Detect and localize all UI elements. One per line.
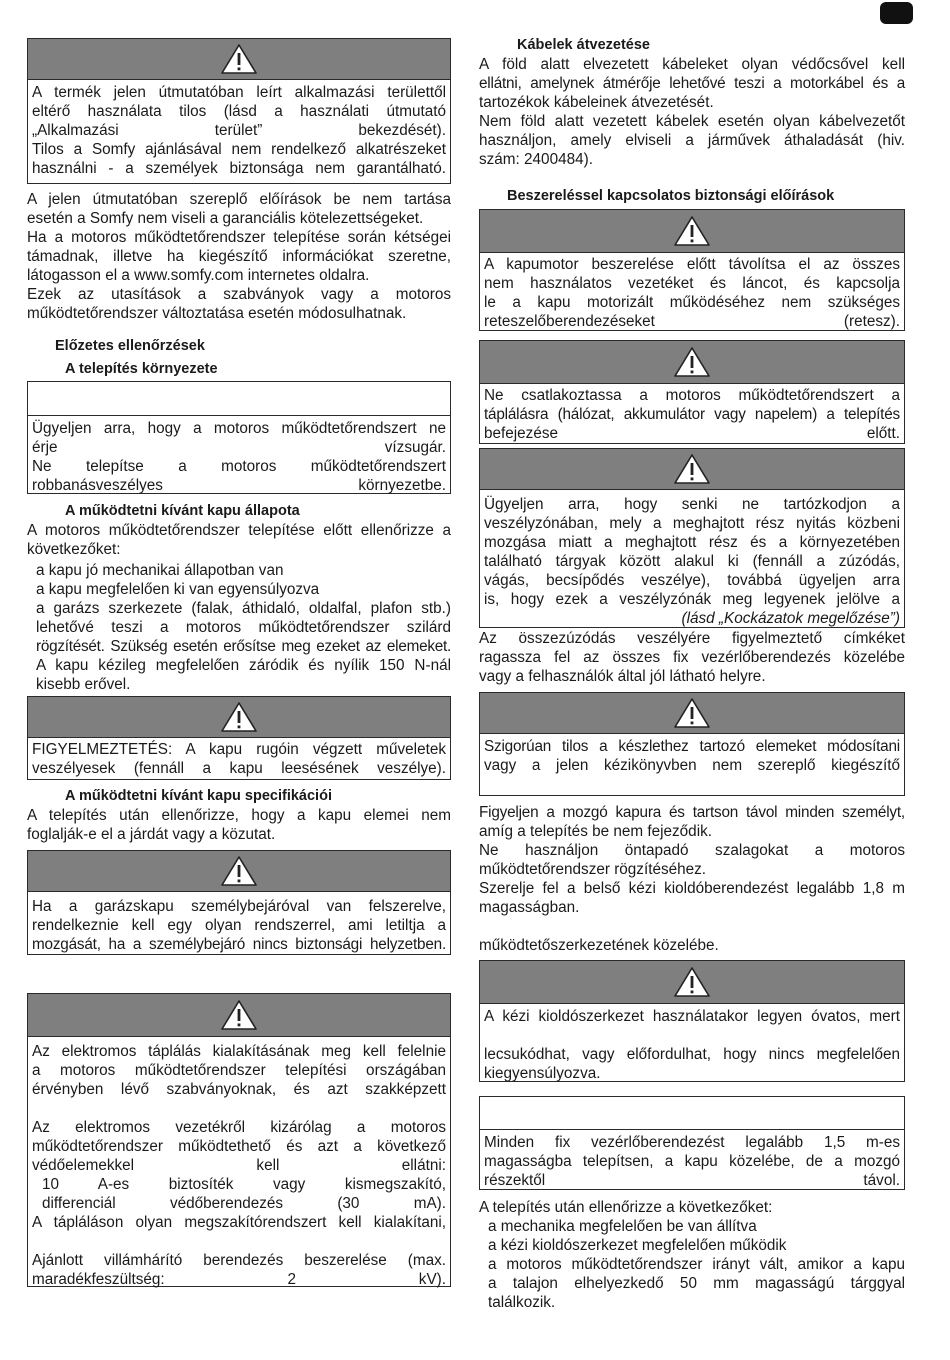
paragraph-after-install [479,1198,905,1217]
text-line: védőelemekkel kell ellátni: [32,1157,446,1174]
heading-gate-state: A működtetni kívánt kapu állapota [65,503,300,519]
text-line: nem használatos vezetéket és láncot, és kapcsolja [484,275,900,292]
info-box-fixed-controls [479,1096,905,1190]
heading-gate-spec: A működtetni kívánt kapu specifikációi [65,788,332,804]
text-line: reteszelőberendezéseket (retesz). [484,313,900,330]
text-line: A termék jelen útmutatóban leírt alkalmazási területtől [32,84,446,101]
warning-header [28,851,450,892]
text-line: működtetőrendszer rögzítéséhez. [479,861,707,878]
warning-triangle-icon [220,855,258,887]
heading-install-env: A telepítés környezete [65,361,218,377]
text-line [32,1099,446,1118]
warning-header [480,961,904,1004]
text-line: Ügyeljen arra, hogy a motoros működtetőrendszert ne [32,420,446,437]
heading-install-safety: Beszereléssel kapcsolatos biztonsági előírások [507,188,835,204]
warning-triangle-icon [673,215,711,247]
warning-triangle-icon [673,966,711,998]
warning-header [28,697,450,738]
list-item: a motoros működtetőrendszer irányt vált, amikor a kapu [488,1256,905,1273]
list-item: a kapu jó mechanikai állapotban van [36,562,284,579]
text-line: Az összezúzódás veszélyére figyelmeztető címkéket [479,630,905,647]
text-line: részektől távol. [484,1172,900,1189]
text-line: mozgását, ha a személybejáró nincs biztonsági helyzetben. [32,936,446,953]
text-line: rendelkeznie kell egy olyan rendszerrel, ami letiltja a [32,917,446,934]
box-header-empty [480,1097,904,1130]
text-line: használjon, amely elviseli a járművek áthaladását (hiv. [479,132,905,149]
text-line: A föld alatt elvezetett kábeleket olyan védőcsővel kell [479,56,905,73]
text-line: magasságba telepítsen, a kapu közelébe, de a mozgó [484,1153,900,1170]
text-line: Szerelje fel a belső kézi kioldóberendezést legalább 1,8 m [479,880,905,897]
text-line: kiegyensúlyozva. [484,1065,601,1082]
warning-triangle-icon [673,346,711,378]
text-line: foglalják-e el a járdát vagy a közutat. [27,826,276,843]
paragraph-gate-spec [27,806,451,844]
text-line: működtetőrendszer működtethető és azt a következő [32,1138,446,1155]
text-line: maradékfeszültség: 2 kV). [32,1271,446,1288]
warning-header [480,693,904,734]
list-item: rögzítését. Szükség esetén erősítse meg ezeket az elemeket. [36,638,451,655]
text-line: A telepítés után ellenőrizze, hogy a kapu elemei nem [27,807,451,824]
text-line: található tárgyak között alakul ki (fennáll a zúzódás, [484,553,900,570]
text-line: A kézi kioldószerkezet használatakor legyen óvatos, mert [484,1008,900,1025]
warning-box-pedestrian-door [27,850,451,955]
list-item: a kapu megfelelően ki van egyensúlyozva [36,581,320,598]
warning-box-power [479,340,905,444]
text-line: eltérő használata tilos (lásd a használati útmutató [32,103,446,120]
warning-header [28,39,450,80]
text-line: Ajánlott villámhárító berendezés beszerelése (max. [32,1252,446,1269]
text-line: FIGYELMEZTETÉS: A kapu rugóin végzett műveletek [32,741,446,758]
text-line: Szigorúan tilos a készlethez tartozó elemeket módosítani [484,738,900,755]
warning-box-manual-release [479,960,905,1082]
text-line: Az elektromos vezetékről kizárólag a motoros [32,1119,446,1136]
text-line: vágás, becsípődés veszélye), továbbá ügyeljen arra [484,572,900,589]
text-line: érvényben lévő szabványoknak, és azt szakképzett [32,1081,446,1098]
text-line: Ügyeljen arra, hogy senki ne tartózkodjon a [484,496,900,513]
warning-triangle-icon [220,43,258,75]
text-line: Minden fix vezérlőberendezést legalább 1,5 m-es [484,1134,900,1151]
text-line: Ne telepítse a motoros működtetőrendszert [32,458,446,475]
warning-header [28,994,450,1037]
text-line: le a kapu motorizált működéséhez nem szükséges [484,294,900,311]
warning-header [480,210,904,253]
text-line: a motoros működtetőrendszer telepítési országában [32,1062,446,1079]
warning-triangle-icon [220,999,258,1031]
text-line: Tilos a Somfy ajánlásával nem rendelkező alkatrészeket [32,141,446,158]
list-after-install [488,1217,905,1312]
text-line: A motoros működtetőrendszer telepítése előtt ellenőrizze a [27,522,451,539]
text-line: befejezése előtt. [484,425,900,442]
text-line: Ha a garázskapu személybejáróval van felszerelve, [32,898,446,915]
warning-box-modification [479,692,905,796]
text-line: veszélyesek (fennáll a kapu leesésének veszélye). [32,760,446,777]
list-item: a talajon elhelyezkedő 50 mm magasságú tárggyal [488,1275,905,1292]
text-line: A kapumotor beszerelése előtt távolítsa el az összes [484,256,900,273]
text-line: Ne használjon öntapadó szalagokat a motoros [479,842,905,859]
info-box-environment [27,381,451,494]
text-line: A jelen útmutatóban szereplő előírások be nem tartása [27,191,451,208]
warning-triangle-icon [220,701,258,733]
heading-prelim-checks: Előzetes ellenőrzések [55,338,205,354]
text-line: esetén a Somfy nem viseli a garanciális kötelezettségeket. [27,210,424,227]
paragraph-moving-gate [479,803,905,955]
text-line: A telepítés után ellenőrizze a következőket: [479,1199,773,1216]
paragraph-cables [479,55,905,169]
text-line: működtetőszerkezetének közelébe. [479,937,719,954]
warning-header [480,449,904,490]
text-line: vagy a jelen kézikönyvben nem szereplő kiegészítő [484,757,900,774]
list-gate-state [36,561,451,694]
text-line: Nem föld alatt vezetett kábelek esetén olyan kábelvezetőt [479,113,905,130]
text-line: Ezek az utasítások a szabványok vagy a motoros [27,286,451,303]
text-line: ellátni, amelynek átmérője lehetővé teszi a motorkábel és a [479,75,905,92]
warning-box-remove-cables [479,209,905,331]
text-line: Figyeljen a mozgó kapura és tartson távol minden személyt, [479,804,905,821]
paragraph-labels [479,629,905,686]
paragraph-warranty [27,190,451,323]
text-line: ragassza fel az összes fix vezérlőberendezés közelébe [479,649,905,666]
text-line: „Alkalmazási terület” bekezdését). [32,122,446,139]
text-line: látogasson el a www.somfy.com internetes oldalra. [27,267,370,284]
list-item: differenciál védőberendezés (30 mA). [42,1195,446,1212]
warning-box-electrical [27,993,451,1287]
text-line: veszélyzónában, mely a meghajtott rész nyitás közbeni [484,515,900,532]
text-line: érje vízsugár. [32,439,446,456]
text-line: szám: 2400484). [479,151,593,168]
text-line: Ha a motoros működtetőrendszer telepítése során kétségei [27,229,451,246]
list-item: A kapu kézileg megfelelően záródik és nyílik 150 N-nál [36,657,451,674]
warning-triangle-icon [673,697,711,729]
text-line [479,917,905,936]
text-line: Ne csatlakoztassa a motoros működtetőrendszert a [484,387,900,404]
text-line: magasságban. [479,899,580,916]
text-line: amíg a telepítés be nem fejeződik. [479,823,712,840]
list-item: a garázs szerkezete (falak, áthidaló, oldalfal, plafon stb.) [36,600,451,617]
list-item: a kézi kioldószerkezet megfelelően működik [488,1237,787,1254]
list-item: 10 A-es biztosíték vagy kismegszakító, [42,1176,446,1193]
text-line: mozgása miatt a meghajtott rész és a környezetében [484,534,900,551]
text-line [484,1026,900,1045]
text-line: lecsukódhat, vagy előfordulhat, hogy nincs megfelelően [484,1046,900,1063]
text-line: használni - a személyek biztonsága nem garantálható. [32,160,446,177]
text-line: támadnak, illetve ha kiegészítő információkat szeretne, [27,248,451,265]
text-line: is, hogy ezek a veszélyzónák meg legyenek jelölve a [484,591,900,608]
text-line: következőket: [27,541,121,558]
warning-box-springs [27,696,451,780]
text-line [32,1232,446,1251]
text-line: Az elektromos táplálás kialakításának meg kell felelnie [32,1043,446,1060]
paragraph-gate-state [27,521,451,559]
text-line: működtetőrendszer változtatása esetén módosulhatnak. [27,305,407,322]
warning-header [480,341,904,384]
warning-box-usage [27,38,451,184]
list-item: találkozik. [488,1294,556,1311]
text-line: vagy a felhasználók által jól látható helyre. [479,668,766,685]
text-line-reference: (lásd „Kockázatok megelőzése”) [681,610,900,627]
warning-box-danger-zone [479,448,905,628]
list-item: a mechanika megfelelően be van állítva [488,1218,757,1235]
text-line: tartozékok kábeleinek átvezetését. [479,94,714,111]
text-line: A tápláláson olyan megszakítórendszert kell kialakítani, [32,1214,446,1231]
text-line: robbanásveszélyes környezetbe. [32,477,446,494]
box-header-empty [28,382,450,416]
warning-triangle-icon [673,453,711,485]
list-item: lehetővé teszi a motoros működtetőrendszer szilárd [36,619,451,636]
text-line: táplálásra (hálózat, akkumulátor vagy napelem) a telepítés [484,406,900,423]
heading-cables: Kábelek átvezetése [517,37,650,53]
list-item: kisebb erővel. [36,676,131,693]
page-number-badge [880,2,913,24]
